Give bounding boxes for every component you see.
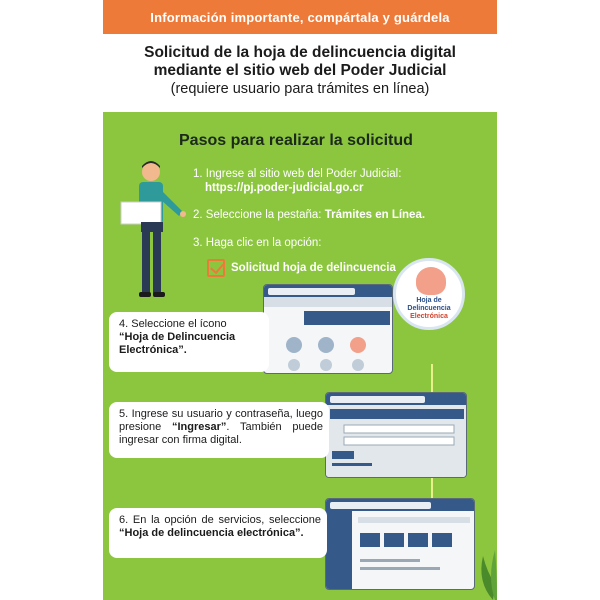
step-1-text: 1. Ingrese al sitio web del Poder Judicial: (193, 168, 402, 180)
screenshot-step-4-content (264, 297, 393, 374)
steps-title: Pasos para realizar la solicitud (179, 132, 413, 149)
step-5-suffix: . También puede ingresar con firma digital. (119, 421, 323, 446)
step-5-card (109, 402, 329, 458)
steps-panel (103, 112, 497, 600)
screenshot-step-5 (325, 392, 467, 478)
heading-line-3: (requiere usuario para trámites en línea) (170, 81, 430, 97)
browser-bar (326, 499, 474, 511)
heading-line-2: mediante el sitio web del Poder Judicial (153, 62, 447, 79)
badge-line-3: Electrónica (410, 313, 448, 320)
step-1 (193, 167, 493, 195)
browser-bar (326, 393, 466, 405)
screenshot-step-4 (263, 284, 393, 374)
badge-label (396, 297, 462, 321)
browser-bar (264, 285, 392, 297)
heading-line-1: Solicitud de la hoja de delincuencia digital (144, 44, 456, 61)
step-2-tab-name: Trámites en Línea. (324, 209, 426, 221)
presenter-person-illustration (117, 158, 197, 308)
address-bar (330, 396, 425, 403)
step-4-prefix: 4. Seleccione el ícono (119, 318, 227, 330)
screenshot-step-6 (325, 498, 475, 590)
step-2-prefix: 2. Seleccione la pestaña: (193, 209, 325, 221)
step-5-button-name: “Ingresar” (171, 421, 227, 433)
step-1-url-link[interactable]: https://pj.poder-judicial.go.cr (205, 182, 364, 194)
address-bar (268, 288, 355, 295)
badge-line-1: Hoja de (416, 297, 442, 304)
screenshot-step-6-content (326, 511, 475, 590)
step-6-prefix: 6. En la opción de servicios, seleccione (119, 514, 321, 526)
infographic (103, 0, 497, 600)
step-3-option-label: Solicitud hoja de delincuencia (231, 262, 396, 274)
step-5-prefix: 5. Ingrese su usuario y contraseña, luego presione (119, 408, 323, 433)
step-4-icon-name: “Hoja de Delincuencia Electrónica”. (119, 331, 236, 356)
address-bar (330, 502, 431, 509)
step-6-service-name: “Hoja de delincuencia electrónica”. (119, 527, 304, 539)
step-3-option (207, 259, 396, 277)
step-4-card (109, 312, 269, 372)
step-6-card (109, 508, 327, 558)
badge-line-2: Delincuencia (407, 305, 451, 312)
top-banner: Información importante, compártala y guárdela (103, 0, 497, 34)
delinquency-sheet-badge (393, 258, 465, 330)
leaf-decoration-icon (473, 542, 497, 600)
document-icon (416, 267, 446, 295)
step-3: 3. Haga clic en la opción: (193, 237, 322, 249)
main-heading (103, 44, 497, 98)
step-2 (193, 208, 493, 222)
screenshot-step-5-content (326, 405, 467, 478)
checkbox-icon (207, 259, 225, 277)
